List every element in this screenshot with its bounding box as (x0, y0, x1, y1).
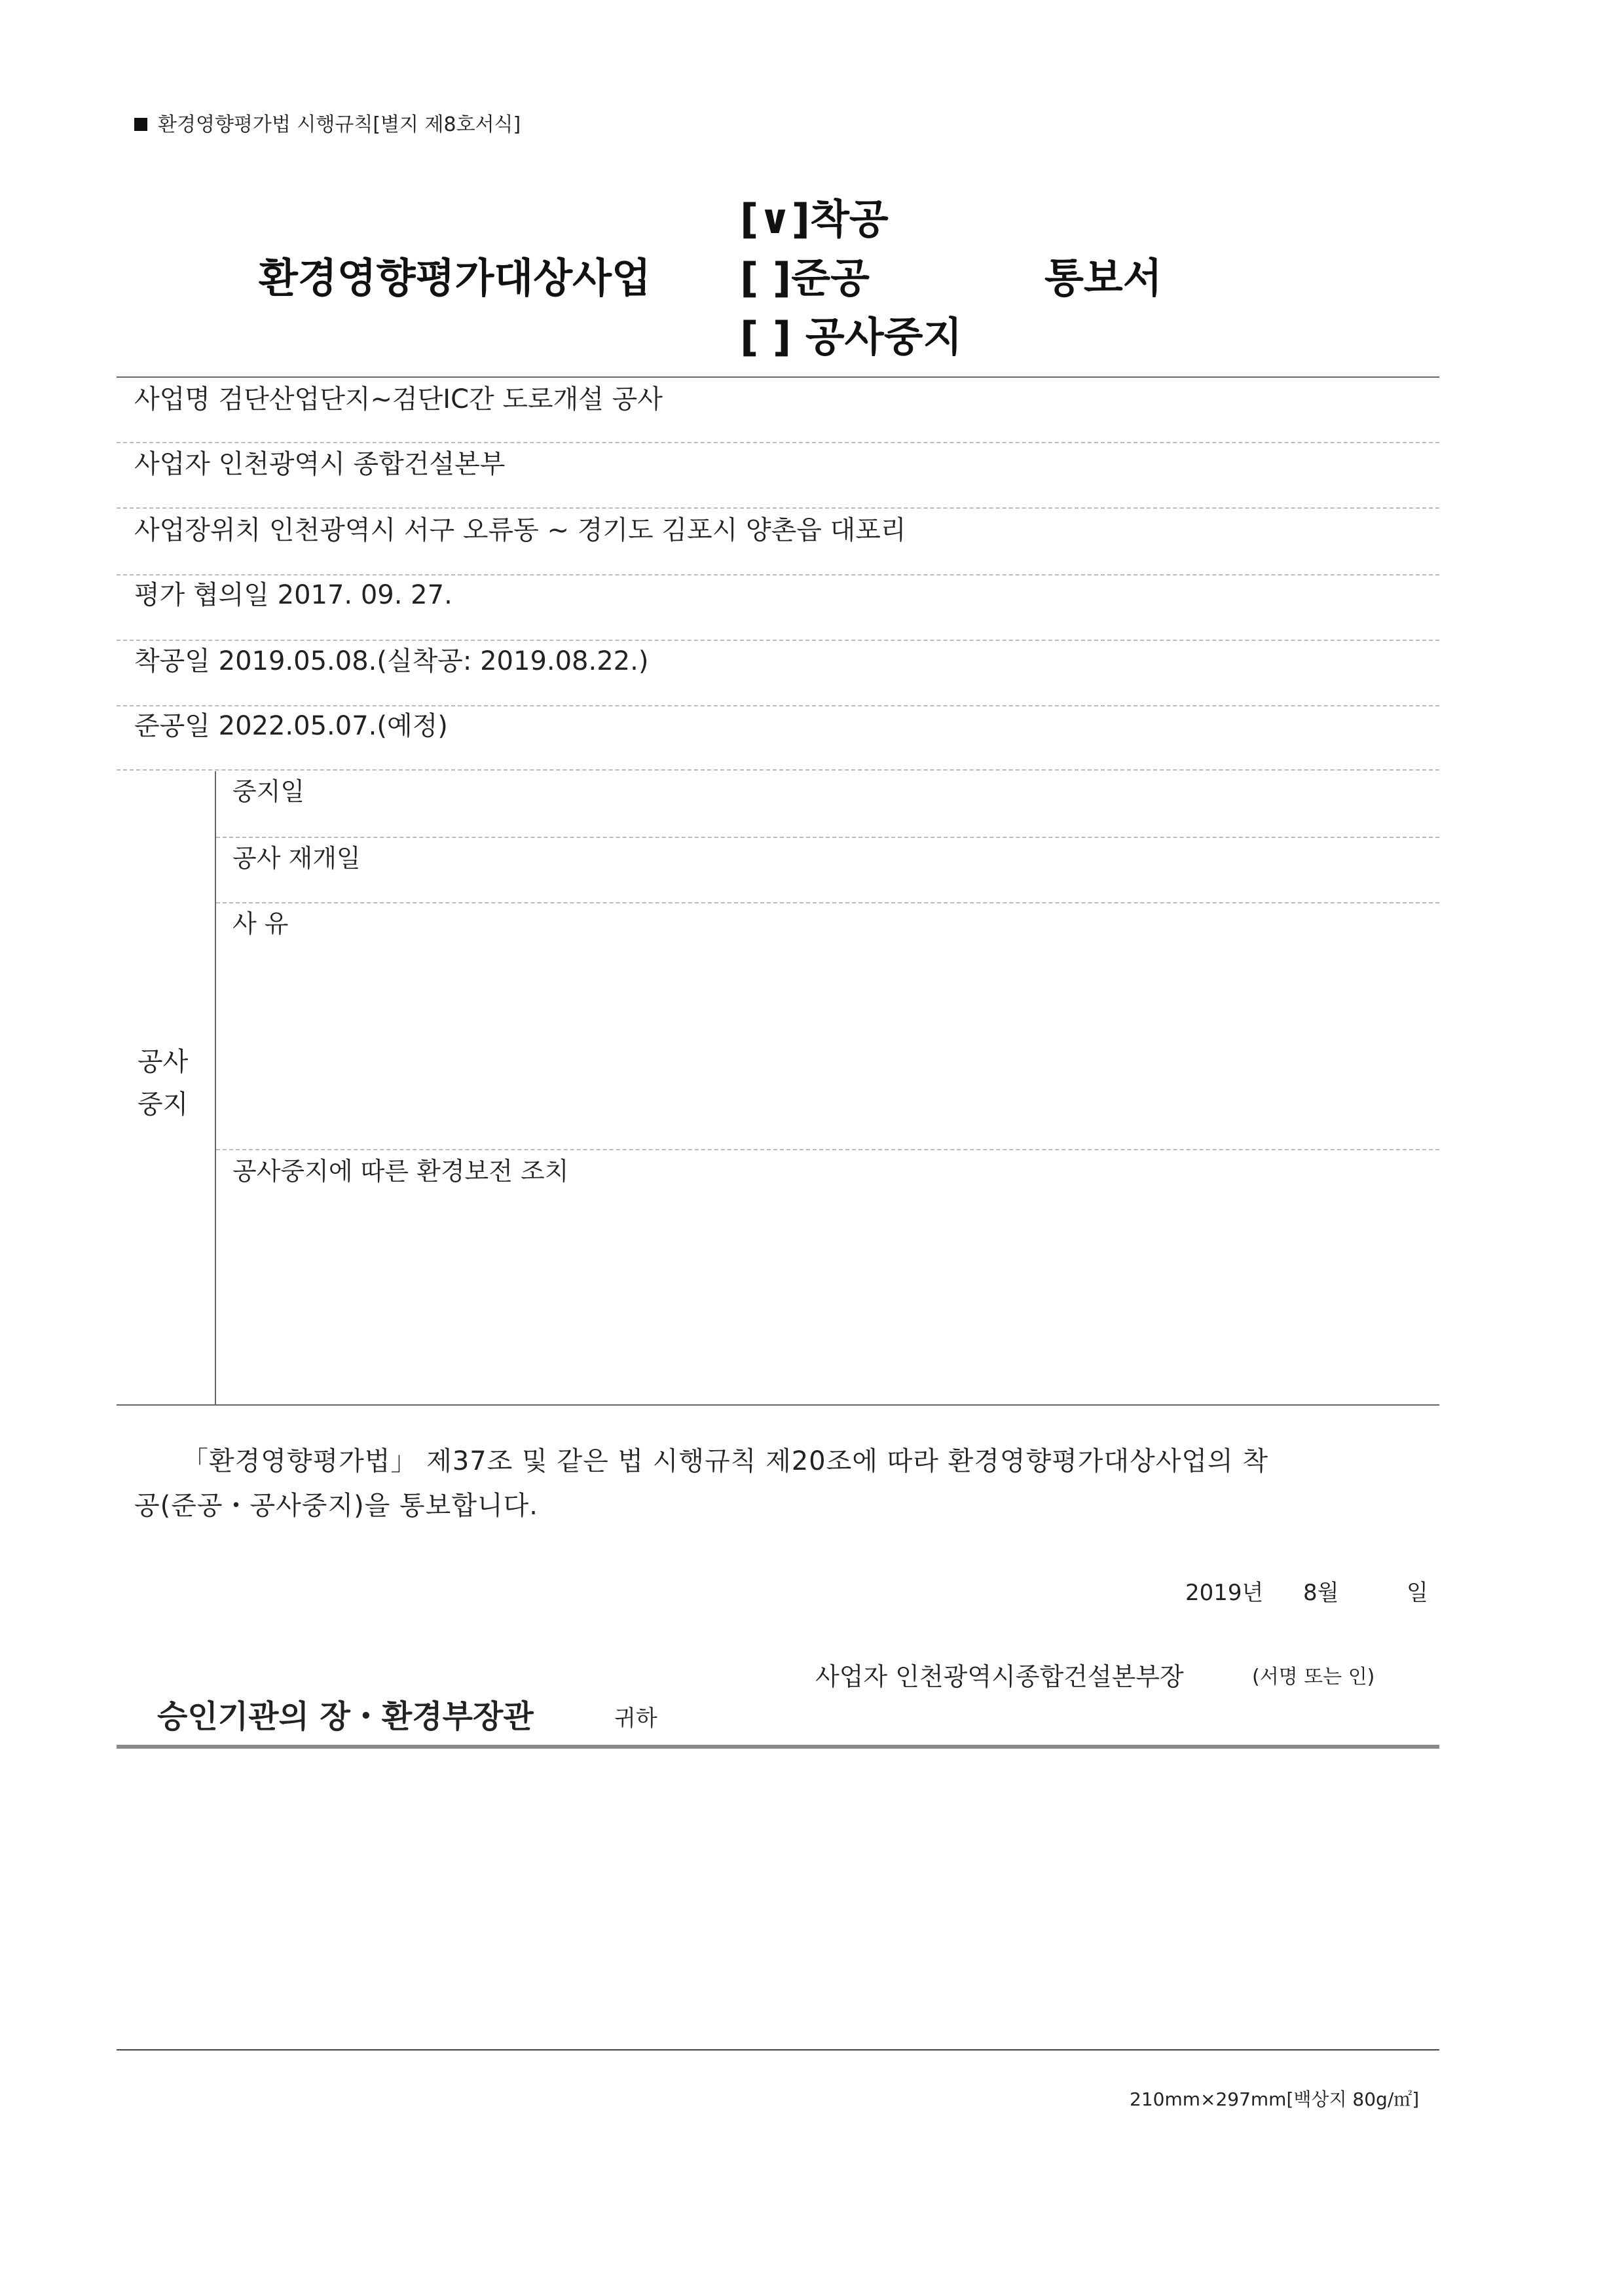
row-divider (216, 902, 1439, 903)
option-complete: [ ]준공 (740, 254, 870, 302)
row-divider (216, 837, 1439, 838)
option-start: [∨]착공 (740, 195, 889, 243)
addressee-honorific: 귀하 (614, 1705, 657, 1732)
title-main: 환경영향평가대상사업 (259, 254, 651, 302)
sign-note: (서명 또는 인) (1252, 1666, 1375, 1688)
date-day: 일 (1407, 1580, 1428, 1606)
row-divider (117, 507, 1439, 509)
footer-line (117, 2049, 1439, 2050)
section-divider-thick (117, 1745, 1439, 1749)
form-reference (134, 108, 521, 137)
title-suffix: 통보서 (1044, 254, 1162, 302)
completion-date-row: 준공일 2022.05.07.(예정) (134, 711, 448, 741)
row-divider (216, 1149, 1439, 1150)
operator-row: 사업자 인천광역시 종합건설본부 (134, 449, 506, 479)
stop-label-line2: 중지 (138, 1089, 189, 1120)
stop-label-line1: 공사 (138, 1047, 189, 1077)
table-top-line (117, 376, 1439, 378)
square-bullet-icon (134, 118, 147, 131)
row-divider (117, 769, 1439, 771)
consultation-date-row: 평가 협의일 2017. 09. 27. (134, 580, 452, 610)
date-month: 8월 (1303, 1580, 1339, 1606)
resume-date-field: 공사 재개일 (232, 844, 361, 873)
start-date-row: 착공일 2019.05.08.(실착공: 2019.08.22.) (134, 646, 649, 676)
measures-field: 공사중지에 따른 환경보전 조치 (232, 1157, 569, 1186)
reason-field: 사 유 (232, 909, 289, 938)
addressee: 승인기관의 장・환경부장관 (157, 1698, 534, 1735)
stop-date-field: 중지일 (232, 777, 305, 806)
table-bottom-line (117, 1404, 1439, 1406)
form-reference-text: 환경영향평가법 시행규칙[별지 제8호서식] (158, 113, 521, 136)
paper-spec: 210mm×297mm[백상지 80g/㎡] (1130, 2088, 1420, 2110)
notice-text-line2: 공(준공・공사중지)을 통보합니다. (134, 1491, 538, 1521)
notice-text-line1: 「환경영향평가법」 제37조 및 같은 법 시행규칙 제20조에 따라 환경영향평가대상사업의 착 (182, 1446, 1268, 1476)
stop-section-divider (215, 771, 216, 1405)
location-row: 사업장위치 인천광역시 서구 오류동 ~ 경기도 김포시 양촌읍 대포리 (134, 515, 906, 545)
signer-text: 사업자 인천광역시종합건설본부장 (815, 1662, 1184, 1691)
date-year: 2019년 (1185, 1580, 1264, 1606)
option-stop: [ ] 공사중지 (740, 313, 963, 361)
project-name-row: 사업명 검단산업단지~검단IC간 도로개설 공사 (134, 384, 663, 414)
